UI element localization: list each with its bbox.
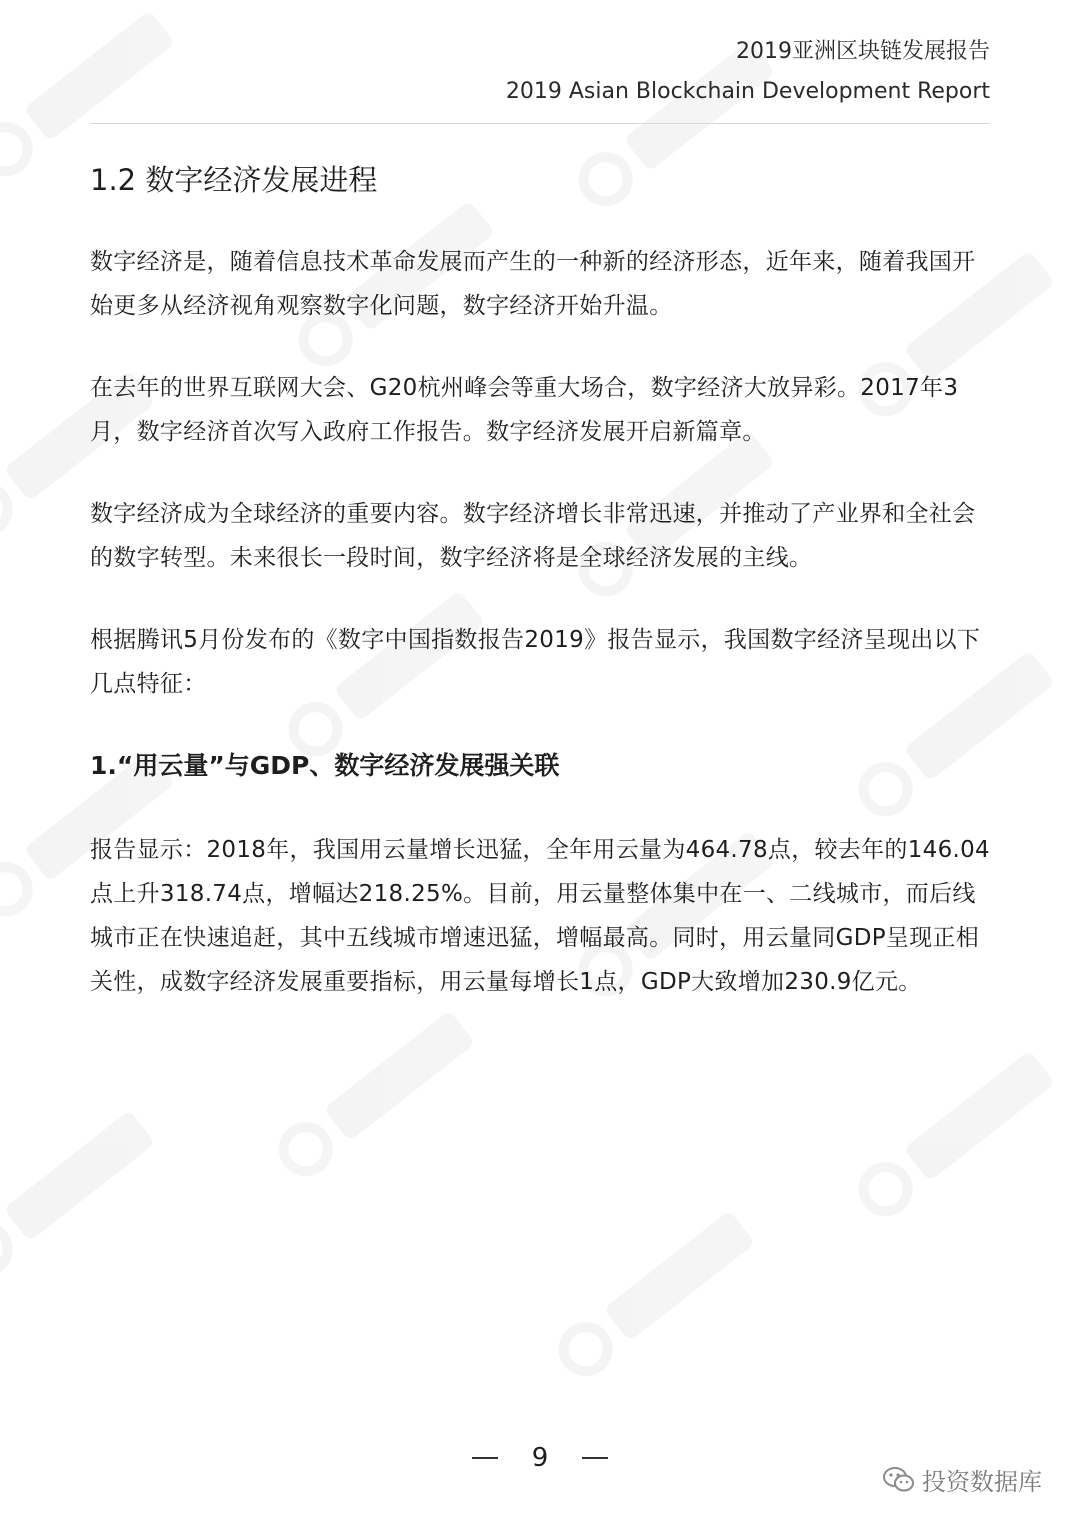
watermark-logo — [543, 1197, 767, 1394]
body-paragraph: 数字经济成为全球经济的重要内容。数字经济增长非常迅速，并推动了产业界和全社会的数字转型。未来很长一段时间，数字经济将是全球经济发展的主线。 — [90, 501, 976, 571]
subsection-paragraph: 报告显示：2018年，我国用云量增长迅猛，全年用云量为464.78点，较去年的146.04点上升318.74点，增幅达218.25%。目前，用云量整体集中在一、二线城市，而后线城市正在快速追赶，其中五线城市增速迅猛，增幅最高。同时，用云量同GDP呈现正相关性，成数字经济发展重要指标，用云量每增长1点，GDP大致增加230.9亿元。 — [90, 837, 990, 995]
header-title-cn: 2019亚洲区块链发展报告 — [736, 39, 990, 64]
wechat-account-name: 投资数据库 — [922, 1468, 1042, 1496]
subsection-title: 1.“用云量”与GDP、数字经济发展强关联 — [90, 751, 560, 780]
wechat-account-badge — [882, 1462, 1042, 1497]
header-title-en: 2019 Asian Blockchain Development Report — [505, 79, 990, 104]
footer-dash-left — [472, 1457, 498, 1459]
body-paragraph: 根据腾讯5月份发布的《数字中国指数报告2019》报告显示，我国数字经济呈现出以下几点特征： — [90, 627, 981, 697]
watermark-logo — [0, 1097, 167, 1294]
watermark-logo — [843, 1037, 1067, 1234]
wechat-icon — [882, 1465, 916, 1495]
page-number: 9 — [531, 1443, 549, 1473]
section-title: 1.2 数字经济发展进程 — [90, 163, 378, 197]
body-paragraph: 数字经济是，随着信息技术革命发展而产生的一种新的经济形态，近年来，随着我国开始更多从经济视角观察数字化问题，数字经济开始升温。 — [90, 249, 976, 319]
page-body — [90, 158, 990, 1042]
footer-dash-right — [582, 1457, 608, 1459]
running-header — [506, 34, 990, 110]
header-divider — [90, 123, 990, 124]
body-paragraph: 在去年的世界互联网大会、G20杭州峰会等重大场合，数字经济大放异彩。2017年3月，数字经济首次写入政府工作报告。数字经济发展开启新篇章。 — [90, 375, 959, 445]
